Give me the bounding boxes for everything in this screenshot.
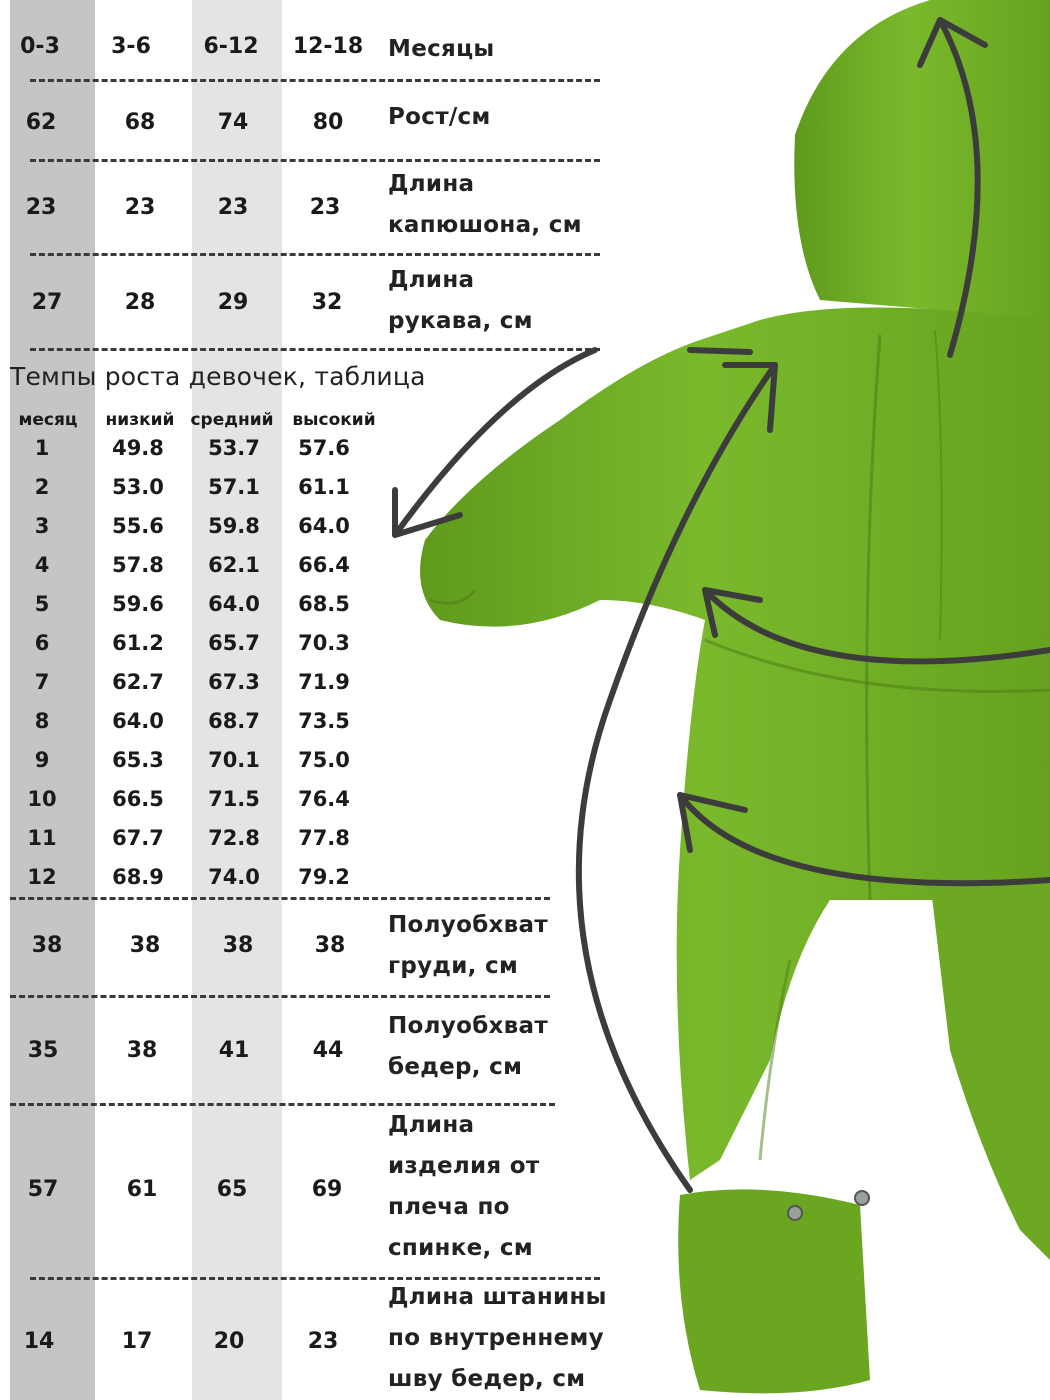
chest-label: Полуобхват груди, см [388,912,548,979]
growth-row-month: 8 [34,709,50,733]
month-range-col-2: 3-6 [111,34,151,59]
month-range-col-4: 12-18 [292,34,364,59]
garment-length-value-3: 65 [216,1177,248,1202]
growth-row-value: 68.9 [112,865,164,889]
growth-row-value: 68.7 [208,709,260,733]
growth-row-value: 49.8 [112,436,164,460]
growth-row-value: 72.8 [208,826,260,850]
divider [10,897,550,900]
chest-value-4: 38 [314,933,346,958]
height-value-4: 80 [312,110,344,135]
growth-row-month: 5 [34,592,50,616]
garment-length-value-4: 69 [311,1177,343,1202]
growth-row-month: 7 [34,670,50,694]
sleeve-length-value-4: 32 [311,290,343,315]
growth-row-value: 65.3 [112,748,164,772]
growth-col-header-month: месяц [18,410,78,430]
sleeve-length-label: Длина рукава, см [388,267,533,334]
divider [30,79,600,82]
growth-row-value: 62.7 [112,670,164,694]
growth-row-month: 2 [34,475,50,499]
growth-row-value: 64.0 [112,709,164,733]
height-value-3: 74 [217,110,249,135]
sleeve-length-value-3: 29 [217,290,249,315]
hips-value-1: 35 [27,1038,59,1063]
growth-row-value: 66.4 [298,553,350,577]
height-value-2: 68 [124,110,156,135]
growth-row-value: 57.6 [298,436,350,460]
hips-label: Полуобхват бедер, см [388,1013,548,1080]
growth-row-value: 75.0 [298,748,350,772]
inseam-value-4: 23 [307,1329,339,1354]
divider [10,995,550,998]
inseam-value-1: 14 [23,1329,55,1354]
growth-row-value: 74.0 [208,865,260,889]
growth-col-header-low: низкий [105,410,175,430]
growth-row-month: 6 [34,631,50,655]
growth-row-month: 11 [27,826,57,850]
chest-value-1: 38 [31,933,63,958]
hood-length-value-1: 23 [25,195,57,220]
sleeve-length-value-1: 27 [31,290,63,315]
divider [30,253,600,256]
growth-row-value: 71.9 [298,670,350,694]
growth-row-value: 71.5 [208,787,260,811]
growth-row-value: 53.7 [208,436,260,460]
hood-length-value-3: 23 [217,195,249,220]
growth-row-value: 70.1 [208,748,260,772]
growth-row-value: 67.7 [112,826,164,850]
inseam-value-2: 17 [121,1329,153,1354]
growth-row-month: 1 [34,436,50,460]
garment-length-value-2: 61 [126,1177,158,1202]
hood-length-value-2: 23 [124,195,156,220]
hood-length-value-4: 23 [309,195,341,220]
growth-row-value: 70.3 [298,631,350,655]
sleeve-length-value-2: 28 [124,290,156,315]
height-value-1: 62 [25,110,57,135]
months-label: Месяцы [388,36,495,62]
growth-row-value: 67.3 [208,670,260,694]
chest-value-3: 38 [222,933,254,958]
growth-row-month: 10 [27,787,57,811]
hips-value-3: 41 [218,1038,250,1063]
inseam-label: Длина штанины по внутреннему шву бедер, см [388,1284,607,1392]
divider [30,159,600,162]
growth-row-value: 53.0 [112,475,164,499]
growth-row-month: 4 [34,553,50,577]
month-range-col-1: 0-3 [20,34,60,59]
divider [30,348,600,351]
hips-value-2: 38 [126,1038,158,1063]
growth-col-header-mid: средний [190,410,274,430]
growth-row-month: 9 [34,748,50,772]
growth-row-value: 62.1 [208,553,260,577]
growth-row-value: 64.0 [208,592,260,616]
growth-col-header-high: высокий [292,410,376,430]
growth-row-value: 73.5 [298,709,350,733]
growth-table-title: Темпы роста девочек, таблица [10,362,426,391]
growth-row-value: 59.8 [208,514,260,538]
growth-row-value: 61.1 [298,475,350,499]
growth-row-value: 79.2 [298,865,350,889]
growth-row-month: 3 [34,514,50,538]
growth-row-value: 66.5 [112,787,164,811]
growth-row-value: 57.8 [112,553,164,577]
growth-row-month: 12 [27,865,57,889]
hood-length-label: Длина капюшона, см [388,171,582,238]
growth-row-value: 65.7 [208,631,260,655]
growth-row-value: 57.1 [208,475,260,499]
growth-row-value: 64.0 [298,514,350,538]
growth-row-value: 59.6 [112,592,164,616]
growth-row-value: 61.2 [112,631,164,655]
growth-row-value: 68.5 [298,592,350,616]
hips-value-4: 44 [312,1038,344,1063]
height-label: Рост/см [388,104,491,130]
month-range-col-3: 6-12 [203,34,259,59]
inseam-value-3: 20 [213,1329,245,1354]
growth-row-value: 76.4 [298,787,350,811]
growth-row-value: 55.6 [112,514,164,538]
garment-length-label: Длина изделия от плеча по спинке, см [388,1112,540,1261]
growth-row-value: 77.8 [298,826,350,850]
chest-value-2: 38 [129,933,161,958]
garment-length-value-1: 57 [27,1177,59,1202]
